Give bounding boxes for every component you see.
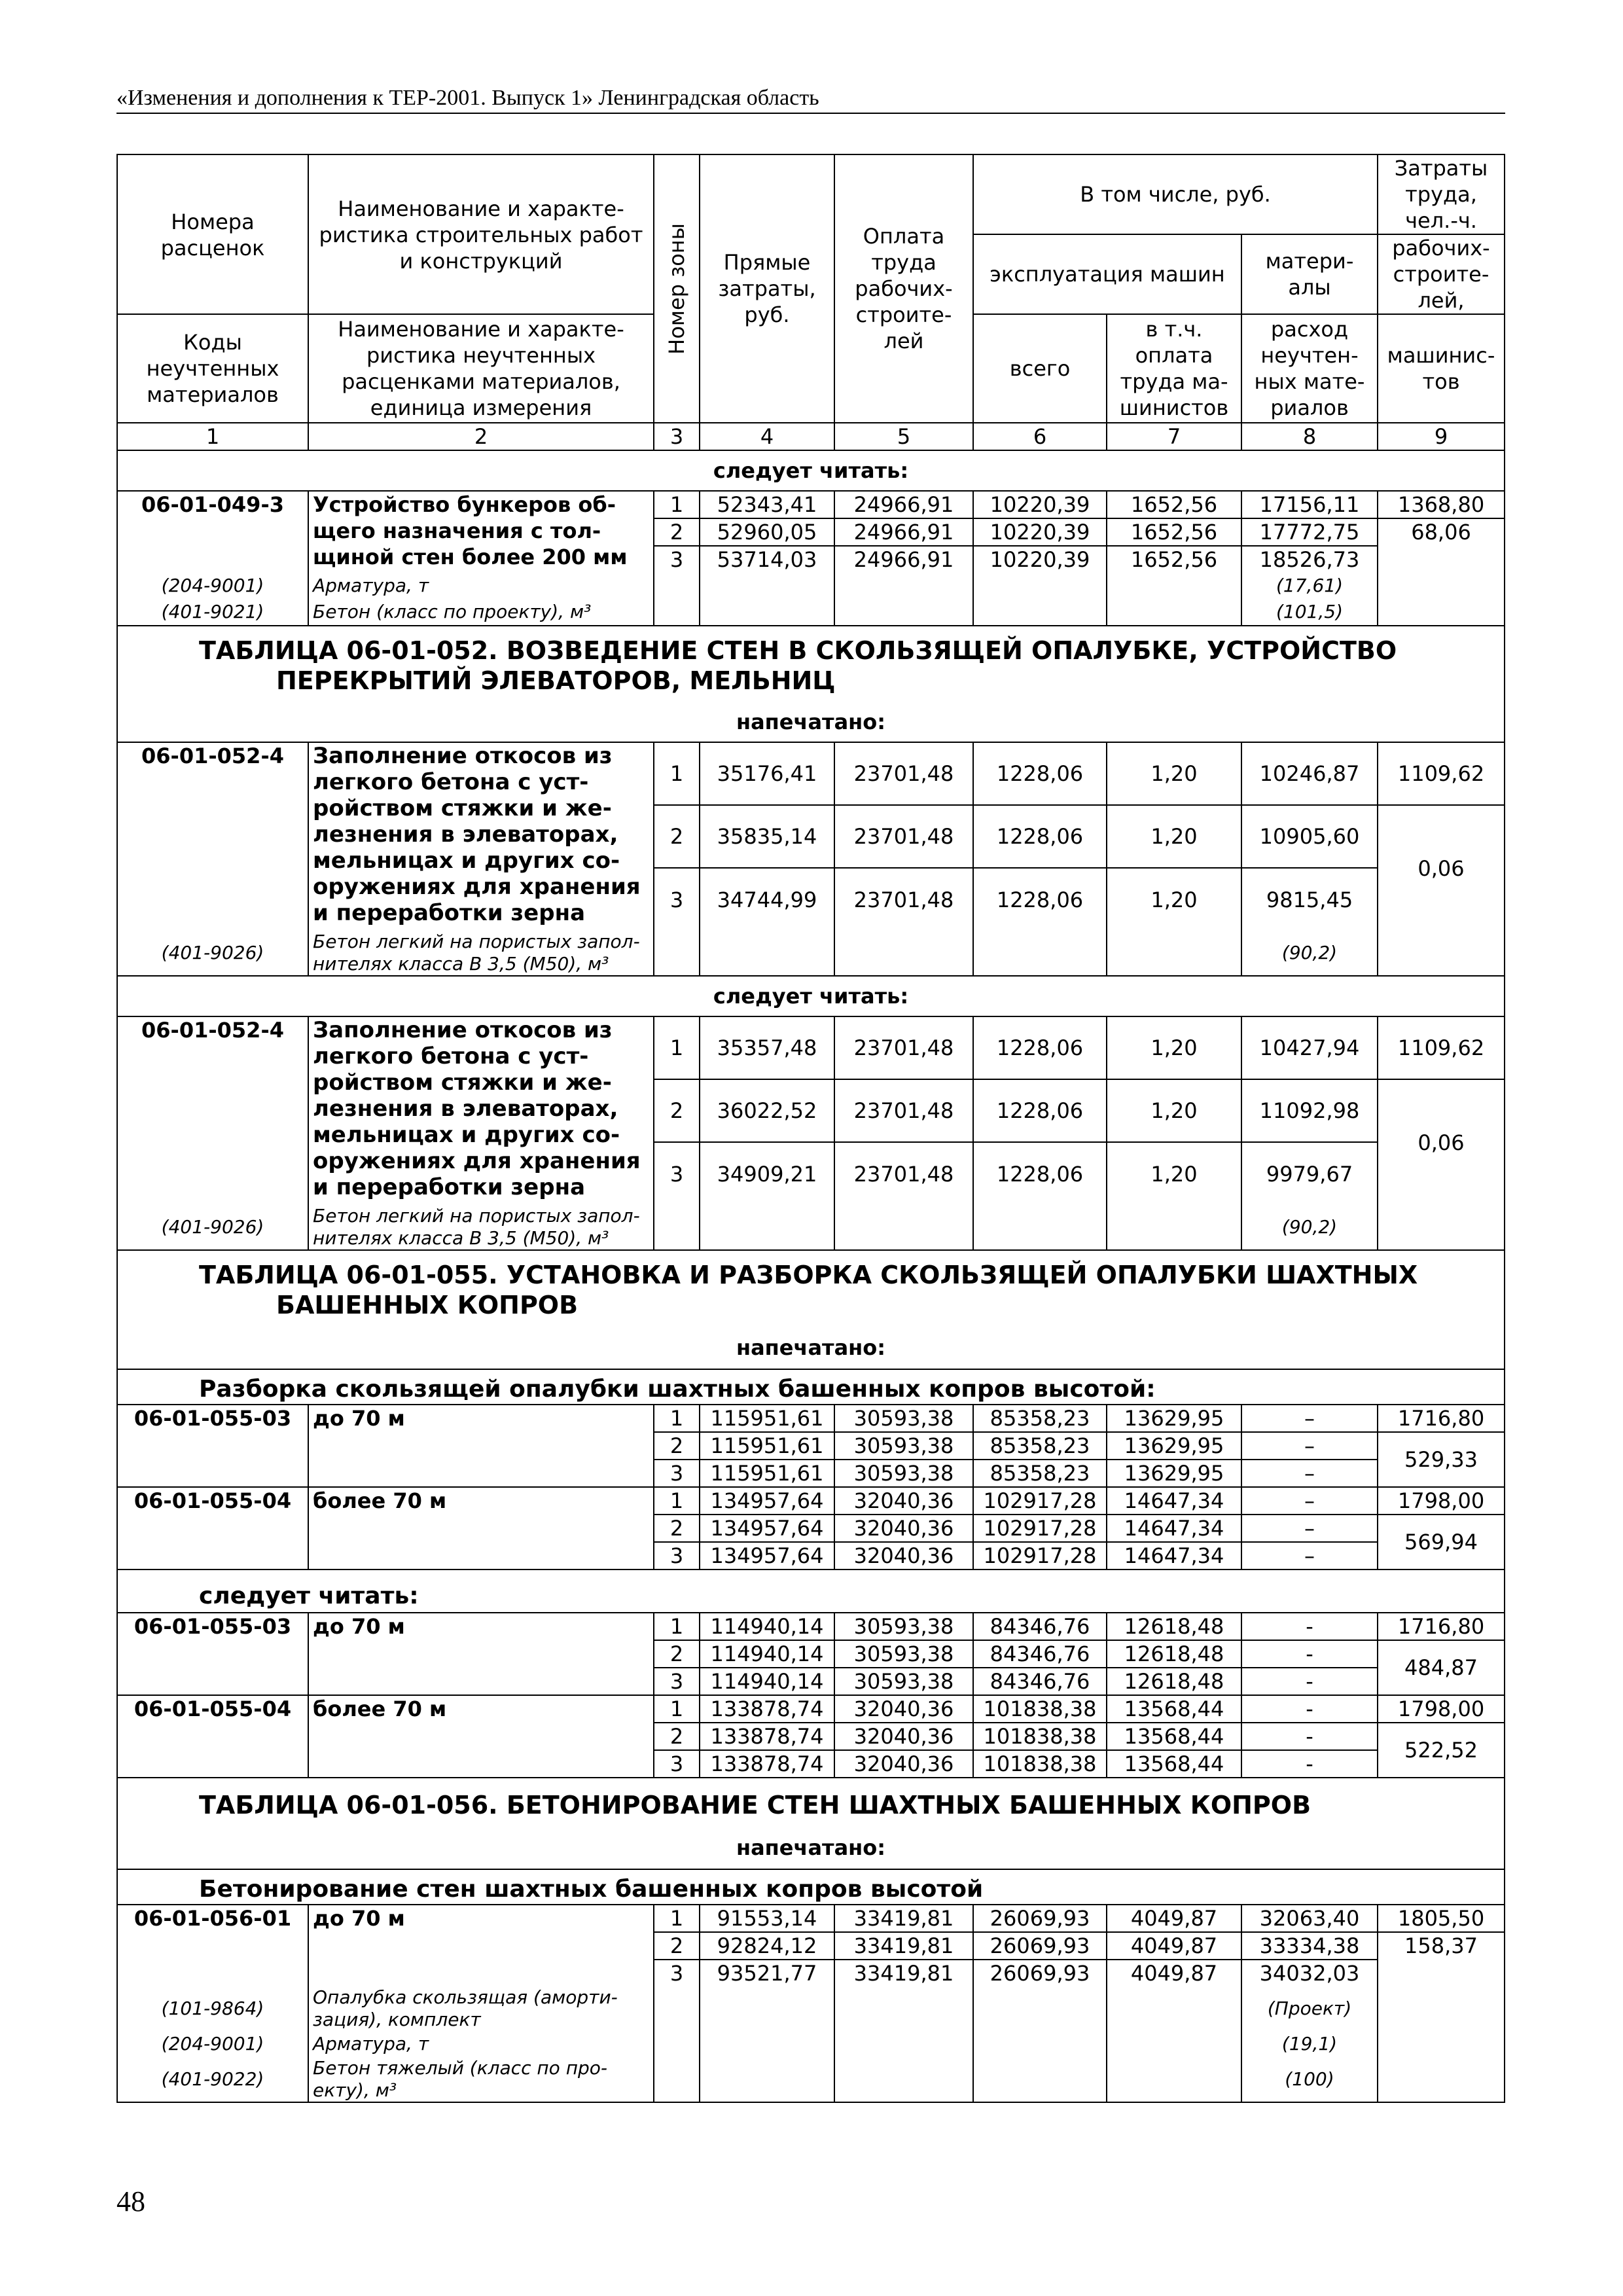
col-head-materials: матери-алы [1241, 234, 1378, 314]
rate-code: 06-01-055-04 [117, 1695, 308, 1778]
labor-pay: 30593,38 [834, 1640, 973, 1668]
material-row [117, 2057, 1505, 2102]
zone: 2 [654, 1932, 700, 1960]
machines-total: 26069,93 [973, 1960, 1107, 1986]
machines-total: 1228,06 [973, 1079, 1107, 1142]
operators-pay: 14647,34 [1107, 1542, 1241, 1570]
labor-operators: 0,06 [1378, 805, 1505, 931]
material-name: Бетон легкий на пористых запол-нителях класса В 3,5 (М50), м³ [308, 1205, 654, 1250]
labor-builders: 1798,00 [1378, 1487, 1505, 1515]
rate-name: до 70 м [308, 1613, 654, 1695]
section-subtitle: Разборка скользящей опалубки шахтных башенных копров высотой: [117, 1369, 1505, 1405]
rates-table [116, 154, 1505, 2103]
labor-pay: 23701,48 [834, 1079, 973, 1142]
operators-pay: 1652,56 [1107, 546, 1241, 573]
machines-total: 10220,39 [973, 518, 1107, 546]
materials-cost: 10905,60 [1241, 805, 1378, 868]
labor-pay: 32040,36 [834, 1723, 973, 1750]
table-title: ТАБЛИЦА 06-01-052. ВОЗВЕДЕНИЕ СТЕН В СКОЛЬЗЯЩЕЙ ОПАЛУБКЕ, УСТРОЙСТВО ПЕРЕКРЫТИЙ ЭЛЕВАТОРОВ, МЕЛЬНИЦ [117, 626, 1505, 702]
subtitle-row [117, 1869, 1505, 1905]
status-row [117, 450, 1505, 491]
machines-total: 101838,38 [973, 1695, 1107, 1723]
material-qty: (90,2) [1241, 1205, 1378, 1250]
zone: 1 [654, 491, 700, 518]
col-head-builders: рабочих-строите-лей, [1378, 234, 1505, 314]
direct-cost: 114940,14 [700, 1613, 834, 1640]
status-printed: напечатано: [117, 1327, 1505, 1369]
operators-pay: 1,20 [1107, 1079, 1241, 1142]
materials-cost: 18526,73 [1241, 546, 1378, 573]
zone: 2 [654, 805, 700, 868]
material-qty: (101,5) [1241, 599, 1378, 626]
col-head-direct: Прямые затраты, руб. [700, 154, 834, 423]
machines-total: 84346,76 [973, 1613, 1107, 1640]
direct-cost: 134957,64 [700, 1515, 834, 1542]
table-title-row [117, 1778, 1505, 1827]
rate-code: 06-01-055-04 [117, 1487, 308, 1570]
labor-operators: 484,87 [1378, 1640, 1505, 1695]
status-row [117, 1827, 1505, 1869]
operators-pay: 12618,48 [1107, 1613, 1241, 1640]
col-head-machines: эксплуатация машин [973, 234, 1241, 314]
labor-operators: 522,52 [1378, 1723, 1505, 1778]
zone: 3 [654, 1750, 700, 1778]
materials-cost: - [1241, 1723, 1378, 1750]
material-code: (101-9864) [117, 1986, 308, 2031]
col-head-unaccounted: расход неучтен-ных мате-риалов [1241, 314, 1378, 423]
materials-cost: 11092,98 [1241, 1079, 1378, 1142]
rate-code: 06-01-055-03 [117, 1405, 308, 1487]
labor-pay: 24966,91 [834, 546, 973, 573]
direct-cost: 52960,05 [700, 518, 834, 546]
labor-pay: 33419,81 [834, 1932, 973, 1960]
operators-pay: 4049,87 [1107, 1960, 1241, 1986]
labor-builders: 1716,80 [1378, 1405, 1505, 1432]
col-head-mat-codes: Коды неучтенных материалов [117, 314, 308, 423]
labor-builders: 1109,62 [1378, 1016, 1505, 1079]
header-row-1 [117, 154, 1505, 234]
direct-cost: 133878,74 [700, 1723, 834, 1750]
direct-cost: 34744,99 [700, 868, 834, 931]
zone: 3 [654, 868, 700, 931]
labor-builders: 1368,80 [1378, 491, 1505, 518]
labor-pay: 33419,81 [834, 1960, 973, 1986]
labor-operators: 569,94 [1378, 1515, 1505, 1570]
zone: 1 [654, 1487, 700, 1515]
table-title: ТАБЛИЦА 06-01-055. УСТАНОВКА И РАЗБОРКА СКОЛЬЗЯЩЕЙ ОПАЛУБКИ ШАХТНЫХ БАШЕННЫХ КОПРОВ [117, 1250, 1505, 1327]
labor-pay: 23701,48 [834, 805, 973, 868]
machines-total: 1228,06 [973, 805, 1107, 868]
materials-cost: 10427,94 [1241, 1016, 1378, 1079]
labor-pay: 30593,38 [834, 1405, 973, 1432]
zone: 3 [654, 1460, 700, 1487]
zone: 1 [654, 1695, 700, 1723]
subtitle-row [117, 1369, 1505, 1405]
rate-name: до 70 м [308, 1405, 654, 1487]
col-num: 8 [1241, 423, 1378, 450]
status-row [117, 1327, 1505, 1369]
zone: 1 [654, 1405, 700, 1432]
direct-cost: 134957,64 [700, 1487, 834, 1515]
material-code: (204-9001) [117, 573, 308, 599]
material-code: (401-9026) [117, 1205, 308, 1250]
rate-name: Заполнение откосов из легкого бетона с уст-ройством стяжки и же-лезнения в элеваторах, мельницах и других со-оружениях для хранения и переработки зерна [308, 742, 654, 931]
labor-pay: 32040,36 [834, 1515, 973, 1542]
labor-operators: 158,37 [1378, 1932, 1505, 2102]
material-name: Бетон (класс по проекту), м³ [308, 599, 654, 626]
zone: 3 [654, 546, 700, 573]
table-title-row [117, 626, 1505, 702]
materials-cost: 9979,67 [1241, 1142, 1378, 1205]
machines-total: 1228,06 [973, 742, 1107, 805]
col-num: 6 [973, 423, 1107, 450]
material-code: (401-9022) [117, 2057, 308, 2102]
labor-pay: 30593,38 [834, 1432, 973, 1460]
materials-cost: - [1241, 1613, 1378, 1640]
material-qty: (100) [1241, 2057, 1378, 2102]
col-num: 1 [117, 423, 308, 450]
material-row [117, 1205, 1505, 1250]
direct-cost: 114940,14 [700, 1668, 834, 1695]
material-name: Арматура, т [308, 2031, 654, 2057]
machines-total: 101838,38 [973, 1723, 1107, 1750]
status-should-read: следует читать: [117, 450, 1505, 491]
direct-cost: 35835,14 [700, 805, 834, 868]
material-qty: (19,1) [1241, 2031, 1378, 2057]
operators-pay: 1,20 [1107, 1016, 1241, 1079]
operators-pay: 13629,95 [1107, 1405, 1241, 1432]
materials-cost: - [1241, 1695, 1378, 1723]
status-row [117, 976, 1505, 1016]
material-row [117, 2031, 1505, 2057]
labor-builders: 1798,00 [1378, 1695, 1505, 1723]
labor-builders: 1109,62 [1378, 742, 1505, 805]
labor-pay: 24966,91 [834, 491, 973, 518]
page-number: 48 [116, 2185, 145, 2217]
labor-builders: 1805,50 [1378, 1905, 1505, 1932]
rate-name: Устройство бункеров об-щего назначения с тол-щиной стен более 200 мм [308, 491, 654, 573]
col-head-total: всего [973, 314, 1107, 423]
zone: 1 [654, 1905, 700, 1932]
zone: 2 [654, 1432, 700, 1460]
machines-total: 1228,06 [973, 1016, 1107, 1079]
status-printed: напечатано: [117, 1827, 1505, 1869]
machines-total: 102917,28 [973, 1515, 1107, 1542]
material-name: Опалубка скользящая (аморти-зация), комплект [308, 1986, 654, 2031]
machines-total: 85358,23 [973, 1405, 1107, 1432]
material-row [117, 599, 1505, 626]
material-qty: (90,2) [1241, 931, 1378, 976]
materials-cost: – [1241, 1460, 1378, 1487]
labor-pay: 23701,48 [834, 868, 973, 931]
labor-pay: 32040,36 [834, 1750, 973, 1778]
machines-total: 10220,39 [973, 491, 1107, 518]
col-num: 5 [834, 423, 973, 450]
table-row [117, 742, 1505, 805]
direct-cost: 93521,77 [700, 1960, 834, 1986]
machines-total: 26069,93 [973, 1932, 1107, 1960]
col-head-zone: Номер зоны [654, 154, 700, 423]
status-row [117, 1570, 1505, 1613]
materials-cost: - [1241, 1668, 1378, 1695]
col-num: 2 [308, 423, 654, 450]
machines-total: 85358,23 [973, 1460, 1107, 1487]
zone: 1 [654, 1613, 700, 1640]
table-title: ТАБЛИЦА 06-01-056. БЕТОНИРОВАНИЕ СТЕН ШАХТНЫХ БАШЕННЫХ КОПРОВ [117, 1778, 1505, 1827]
material-code: (401-9021) [117, 599, 308, 626]
rate-code: 06-01-052-4 [117, 1016, 308, 1205]
material-name: Бетон легкий на пористых запол-нителях класса В 3,5 (М50), м³ [308, 931, 654, 976]
operators-pay: 4049,87 [1107, 1932, 1241, 1960]
materials-cost: 34032,03 [1241, 1960, 1378, 1986]
operators-pay: 1,20 [1107, 1142, 1241, 1205]
zone: 1 [654, 742, 700, 805]
rate-name: более 70 м [308, 1487, 654, 1570]
operators-pay: 1,20 [1107, 742, 1241, 805]
direct-cost: 91553,14 [700, 1905, 834, 1932]
materials-cost: – [1241, 1432, 1378, 1460]
table-row [117, 1405, 1505, 1432]
col-num: 4 [700, 423, 834, 450]
zone: 3 [654, 1542, 700, 1570]
machines-total: 1228,06 [973, 1142, 1107, 1205]
col-num: 9 [1378, 423, 1505, 450]
operators-pay: 14647,34 [1107, 1487, 1241, 1515]
labor-pay: 32040,36 [834, 1487, 973, 1515]
materials-cost: 17772,75 [1241, 518, 1378, 546]
direct-cost: 134957,64 [700, 1542, 834, 1570]
direct-cost: 53714,03 [700, 546, 834, 573]
machines-total: 84346,76 [973, 1640, 1107, 1668]
operators-pay: 1652,56 [1107, 518, 1241, 546]
rate-code: 06-01-056-01 [117, 1905, 308, 1986]
labor-pay: 30593,38 [834, 1668, 973, 1695]
labor-pay: 32040,36 [834, 1542, 973, 1570]
machines-total: 101838,38 [973, 1750, 1107, 1778]
rate-code: 06-01-055-03 [117, 1613, 308, 1695]
status-printed: напечатано: [117, 702, 1505, 742]
col-head-mat-name: Наименование и характе-ристика неучтенных расценками материалов, единица измерения [308, 314, 654, 423]
col-head-codes: Номера расценок [117, 154, 308, 314]
direct-cost: 114940,14 [700, 1640, 834, 1668]
labor-builders: 1716,80 [1378, 1613, 1505, 1640]
material-row [117, 931, 1505, 976]
materials-cost: – [1241, 1542, 1378, 1570]
labor-operators: 0,06 [1378, 1079, 1505, 1205]
table-title-row [117, 1250, 1505, 1327]
material-name: Бетон тяжелый (класс по про-екту), м³ [308, 2057, 654, 2102]
materials-cost: 10246,87 [1241, 742, 1378, 805]
zone: 1 [654, 1016, 700, 1079]
machines-total: 84346,76 [973, 1668, 1107, 1695]
materials-cost: - [1241, 1640, 1378, 1668]
direct-cost: 35357,48 [700, 1016, 834, 1079]
zone: 2 [654, 1723, 700, 1750]
status-row [117, 702, 1505, 742]
zone: 3 [654, 1142, 700, 1205]
materials-cost: – [1241, 1515, 1378, 1542]
col-head-labor: Затраты труда, чел.-ч. [1378, 154, 1505, 234]
operators-pay: 13568,44 [1107, 1695, 1241, 1723]
operators-pay: 12618,48 [1107, 1640, 1241, 1668]
status-should-read: следует читать: [117, 1570, 1505, 1613]
direct-cost: 115951,61 [700, 1460, 834, 1487]
table-row [117, 1905, 1505, 1932]
labor-pay: 24966,91 [834, 518, 973, 546]
materials-cost: - [1241, 1750, 1378, 1778]
machines-total: 10220,39 [973, 546, 1107, 573]
material-qty: (17,61) [1241, 573, 1378, 599]
operators-pay: 1,20 [1107, 805, 1241, 868]
materials-cost: 9815,45 [1241, 868, 1378, 931]
material-row [117, 1986, 1505, 2031]
labor-pay: 23701,48 [834, 1142, 973, 1205]
labor-pay: 30593,38 [834, 1460, 973, 1487]
zone: 2 [654, 518, 700, 546]
zone: 2 [654, 1079, 700, 1142]
table-row [117, 1695, 1505, 1723]
direct-cost: 115951,61 [700, 1405, 834, 1432]
table-row [117, 1613, 1505, 1640]
labor-pay: 30593,38 [834, 1613, 973, 1640]
rate-name: более 70 м [308, 1695, 654, 1778]
material-code: (401-9026) [117, 931, 308, 976]
col-num: 3 [654, 423, 700, 450]
running-header: «Изменения и дополнения к ТЕР-2001. Выпуск 1» Ленинградская область [116, 84, 1505, 114]
operators-pay: 13629,95 [1107, 1460, 1241, 1487]
direct-cost: 133878,74 [700, 1750, 834, 1778]
labor-pay: 23701,48 [834, 1016, 973, 1079]
zone: 2 [654, 1640, 700, 1668]
section-subtitle: Бетонирование стен шахтных башенных копров высотой [117, 1869, 1505, 1905]
operators-pay: 13568,44 [1107, 1723, 1241, 1750]
column-numbers-row [117, 423, 1505, 450]
labor-pay: 23701,48 [834, 742, 973, 805]
zone: 2 [654, 1515, 700, 1542]
operators-pay: 1,20 [1107, 868, 1241, 931]
machines-total: 1228,06 [973, 868, 1107, 931]
machines-total: 26069,93 [973, 1905, 1107, 1932]
materials-cost: 33334,38 [1241, 1932, 1378, 1960]
material-qty: (Проект) [1241, 1986, 1378, 2031]
direct-cost: 34909,21 [700, 1142, 834, 1205]
zone: 3 [654, 1668, 700, 1695]
machines-total: 85358,23 [973, 1432, 1107, 1460]
machines-total: 102917,28 [973, 1487, 1107, 1515]
operators-pay: 13568,44 [1107, 1750, 1241, 1778]
operators-pay: 13629,95 [1107, 1432, 1241, 1460]
table-row [117, 491, 1505, 518]
table-row [117, 1016, 1505, 1079]
labor-operators: 68,06 [1378, 518, 1505, 626]
material-name: Арматура, т [308, 573, 654, 599]
rate-name: Заполнение откосов из легкого бетона с уст-ройством стяжки и же-лезнения в элеваторах, мельницах и других со-оружениях для хранения и переработки зерна [308, 1016, 654, 1205]
col-num: 7 [1107, 423, 1241, 450]
col-head-pay: Оплата труда рабочих-строите-лей [834, 154, 973, 423]
materials-cost: 17156,11 [1241, 491, 1378, 518]
direct-cost: 52343,41 [700, 491, 834, 518]
labor-pay: 33419,81 [834, 1905, 973, 1932]
operators-pay: 1652,56 [1107, 491, 1241, 518]
labor-operators: 529,33 [1378, 1432, 1505, 1487]
labor-pay: 32040,36 [834, 1695, 973, 1723]
col-head-operators: машинис-тов [1378, 314, 1505, 423]
zone: 3 [654, 1960, 700, 1986]
rate-code: 06-01-052-4 [117, 742, 308, 931]
direct-cost: 92824,12 [700, 1932, 834, 1960]
materials-cost: 32063,40 [1241, 1905, 1378, 1932]
materials-cost: – [1241, 1405, 1378, 1432]
rate-code: 06-01-049-3 [117, 491, 308, 573]
direct-cost: 133878,74 [700, 1695, 834, 1723]
col-head-operators-pay: в т.ч. оплата труда ма-шинистов [1107, 314, 1241, 423]
status-should-read: следует читать: [117, 976, 1505, 1016]
direct-cost: 115951,61 [700, 1432, 834, 1460]
operators-pay: 12618,48 [1107, 1668, 1241, 1695]
operators-pay: 4049,87 [1107, 1905, 1241, 1932]
rate-name: до 70 м [308, 1905, 654, 1986]
material-code: (204-9001) [117, 2031, 308, 2057]
direct-cost: 35176,41 [700, 742, 834, 805]
materials-cost: – [1241, 1487, 1378, 1515]
col-head-name: Наименование и характе-ристика строительных работ и конструкций [308, 154, 654, 314]
material-row [117, 573, 1505, 599]
direct-cost: 36022,52 [700, 1079, 834, 1142]
col-head-in-total: В том числе, руб. [973, 154, 1378, 234]
operators-pay: 14647,34 [1107, 1515, 1241, 1542]
table-row [117, 1487, 1505, 1515]
machines-total: 102917,28 [973, 1542, 1107, 1570]
